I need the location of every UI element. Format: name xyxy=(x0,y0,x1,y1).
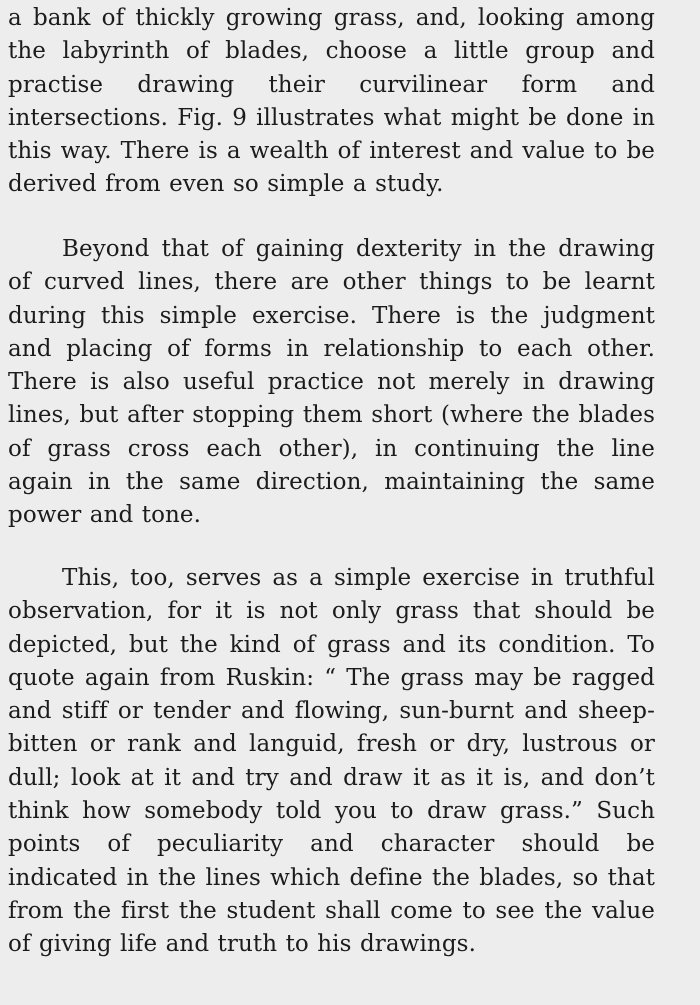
paragraph-curved-lines: Beyond that of gaining dexterity in the drawing of curved lines, there are other things to be learnt during this simple exercise. There is the judgment and placing of forms in relationship to each other. There is also useful practice not merely in drawing lines, but after stopping them short (where the blades of grass cross each other), in continuing the line again in the same direction, maintaining the same power and tone. xyxy=(8,236,655,529)
paragraph-truthful-observation: This, too, serves as a simple exercise in truthful observation, for it is not only grass that should be depicted, but the kind of grass and its condition. To quote again from Ruskin: “ The grass may be ragged and stiff or tender and flowing, sun-burnt and sheep-bitten or rank and languid, fresh or dry, lustrous or dull; look at it and try and draw it as it is, and don’t think how somebody told you to draw grass.” Such points of peculiarity and character should be indicated in the lines which define the blades, so that from the first the student shall come to see the value of giving life and truth to his drawings. xyxy=(8,565,655,958)
paragraph-grass-study: a bank of thickly growing grass, and, looking among the labyrinth of blades, choose a little group and practise drawing their curvilinear form and intersections. Fig. 9 illustrates what might be done in this way. There is a wealth of interest and value to be derived from even so simple a study. xyxy=(8,5,655,198)
